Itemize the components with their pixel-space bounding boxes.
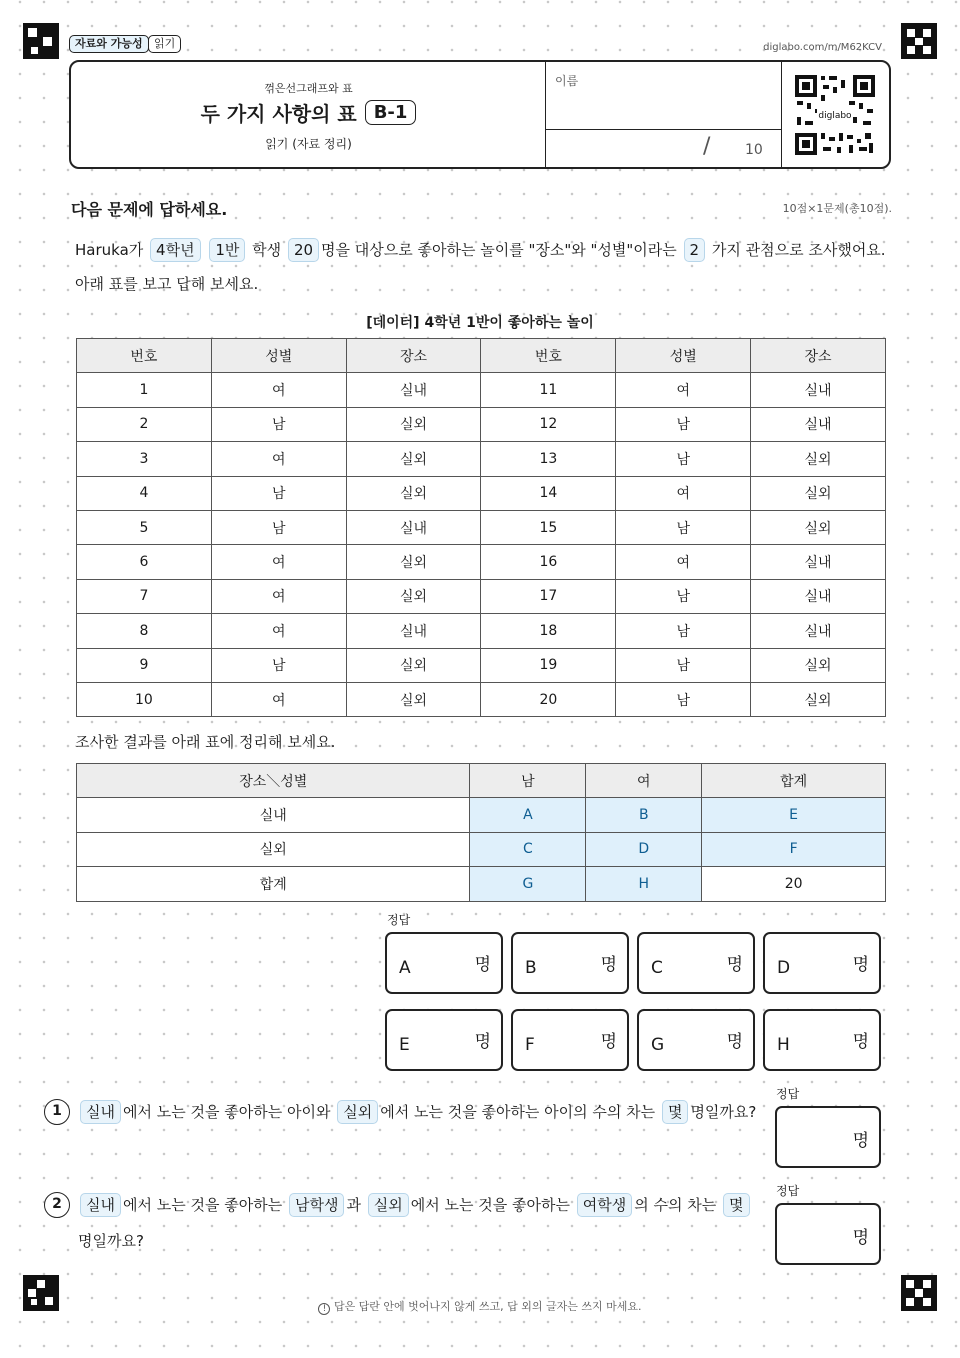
question-segment: 에서 노는 것을 좋아하는: [410, 1196, 570, 1214]
table-cell: 5: [77, 510, 212, 544]
answer-box-a[interactable]: [385, 932, 503, 994]
answer-label: 정답: [776, 1184, 800, 1198]
table-cell: 16: [481, 545, 616, 579]
answer-box-g[interactable]: [637, 1009, 755, 1071]
table-cell: 6: [77, 545, 212, 579]
table-cell: 남: [211, 407, 346, 441]
table-cell: 실내: [751, 545, 886, 579]
table-header-row: [77, 339, 886, 373]
answer-unit: 명: [852, 1131, 869, 1151]
info-icon: !: [318, 1303, 330, 1315]
answer-letter: B: [525, 958, 537, 978]
highlight-class: 1반: [209, 238, 245, 262]
data-table-caption: [데이터] 4학년 1반이 좋아하는 놀이: [366, 315, 594, 331]
table-cell: 합계: [77, 867, 470, 901]
table-cell: 여: [616, 373, 751, 407]
header-title-row: [71, 98, 546, 127]
table-header-cell: 여: [586, 764, 702, 798]
header-divider: [781, 62, 782, 167]
table-cell: 8: [77, 614, 212, 648]
header-divider: [545, 62, 546, 167]
highlight-word: 몇: [662, 1100, 689, 1124]
question-2-answer-box[interactable]: [775, 1203, 881, 1265]
table-cell: 여: [211, 614, 346, 648]
question-2: [44, 1187, 764, 1259]
table-cell: 여: [616, 545, 751, 579]
answer-letter: C: [651, 958, 663, 978]
blank-cell: D: [586, 832, 702, 866]
table-header-cell: 장소＼성별: [77, 764, 470, 798]
table-cell: 실외: [77, 832, 470, 866]
question-segment: 에서 노는 것을 좋아하는 아이와: [122, 1103, 331, 1121]
table-cell: 1: [77, 373, 212, 407]
blank-cell: F: [702, 832, 886, 866]
corner-marker-top-left: [23, 23, 59, 59]
table-cell: 여: [211, 682, 346, 716]
answer-letter: G: [651, 1035, 665, 1055]
table-header-cell: 합계: [702, 764, 886, 798]
highlight-word: 여학생: [577, 1193, 632, 1217]
table-cell: 여: [211, 373, 346, 407]
answer-letter: A: [399, 958, 411, 978]
summary-table: [76, 763, 886, 902]
table-cell: 7: [77, 579, 212, 613]
table-cell: 13: [481, 442, 616, 476]
table-cell: 남: [211, 476, 346, 510]
table-cell: 20: [702, 867, 886, 901]
table-row: [77, 476, 886, 510]
answer-unit: 명: [852, 1228, 869, 1248]
table-cell: 실외: [346, 579, 481, 613]
question-segment: 명일까요?: [78, 1232, 144, 1250]
table-cell: 실외: [751, 648, 886, 682]
header-subtitle-top: 꺾은선그래프와 표: [264, 82, 353, 95]
score-total: 10: [745, 142, 763, 158]
table-row: [77, 614, 886, 648]
answer-unit: 명: [852, 1032, 869, 1052]
blank-cell: B: [586, 798, 702, 832]
table-cell: 15: [481, 510, 616, 544]
answer-letter: F: [525, 1035, 535, 1055]
table-header-cell: 남: [470, 764, 586, 798]
table-cell: 18: [481, 614, 616, 648]
table-cell: 2: [77, 407, 212, 441]
table-cell: 남: [616, 614, 751, 648]
table-cell: 실외: [346, 407, 481, 441]
table-header-cell: 성별: [211, 339, 346, 373]
table-cell: 실외: [346, 682, 481, 716]
question-1: [44, 1094, 764, 1130]
table-cell: 남: [211, 648, 346, 682]
table-cell: 실내: [346, 510, 481, 544]
table-cell: 19: [481, 648, 616, 682]
answer-unit: 명: [474, 1032, 491, 1052]
blank-cell: G: [470, 867, 586, 901]
answer-unit: 명: [600, 1032, 617, 1052]
table-cell: 실외: [346, 442, 481, 476]
table-cell: 3: [77, 442, 212, 476]
section-title: 다음 문제에 답하세요.: [71, 200, 228, 219]
table-cell: 여: [616, 476, 751, 510]
footer-text: 답은 답란 안에 벗어나지 않게 쓰고, 답 외의 글자는 쓰지 마세요.: [333, 1300, 642, 1313]
table-row: [77, 442, 886, 476]
table-cell: 14: [481, 476, 616, 510]
blank-cell: E: [702, 798, 886, 832]
level-badge: B-1: [365, 100, 417, 125]
table-header-cell: 번호: [77, 339, 212, 373]
qr-code-icon[interactable]: [793, 73, 877, 157]
name-label: 이름: [555, 74, 579, 88]
answer-label: 정답: [387, 913, 411, 927]
highlight-grade: 4학년: [150, 238, 201, 262]
worksheet-header: [69, 60, 891, 169]
table-cell: 실외: [751, 682, 886, 716]
table-cell: 실외: [751, 476, 886, 510]
intro-text: Haruka가: [75, 241, 144, 259]
svg-text:diglabo: diglabo: [818, 111, 852, 121]
question-segment: 과: [346, 1196, 361, 1214]
question-text: [44, 1094, 764, 1130]
table-cell: 남: [616, 579, 751, 613]
table-cell: 9: [77, 648, 212, 682]
answer-unit: 명: [474, 955, 491, 975]
question-number: 1: [44, 1099, 70, 1125]
table-cell: 실외: [346, 648, 481, 682]
highlight-word: 실외: [368, 1193, 409, 1217]
answer-letter: D: [777, 958, 791, 978]
table-row: [77, 545, 886, 579]
answer-unit: 명: [726, 955, 743, 975]
answer-unit: 명: [726, 1032, 743, 1052]
table-cell: 남: [211, 510, 346, 544]
answer-box-f[interactable]: [511, 1009, 629, 1071]
table-header-cell: 장소: [346, 339, 481, 373]
intro-paragraph: [75, 233, 887, 301]
question-segment: 에서 노는 것을 좋아하는: [122, 1196, 283, 1214]
type-tag: 읽기: [148, 35, 181, 53]
points-info: 10점×1문제(총10점).: [782, 202, 892, 215]
intro-text: 명을 대상으로 좋아하는 놀이를 "장소"와 "성별"이라는: [321, 241, 677, 259]
table-cell: 남: [616, 682, 751, 716]
highlight-word: 실내: [80, 1193, 121, 1217]
category-tag: 자료와 가능성: [69, 35, 149, 53]
intro-text: 가지 관점으로 조사했어요. 아래 표를 보고 답해 보세요.: [75, 241, 886, 293]
answer-box-e[interactable]: [385, 1009, 503, 1071]
highlight-word: 실내: [80, 1100, 121, 1124]
table-cell: 남: [616, 442, 751, 476]
highlight-word: 실외: [337, 1100, 378, 1124]
table-cell: 실내: [751, 614, 886, 648]
table-cell: 남: [616, 648, 751, 682]
table-header-row: [77, 764, 886, 798]
table-row: [77, 510, 886, 544]
table-cell: 11: [481, 373, 616, 407]
table-header-cell: 번호: [481, 339, 616, 373]
table-row: [77, 832, 886, 866]
header-subtitle-bottom: 읽기 (자료 정리): [265, 137, 352, 151]
table-cell: 실내: [751, 373, 886, 407]
question-1-answer-box[interactable]: [775, 1106, 881, 1168]
answer-unit: 명: [600, 955, 617, 975]
table-cell: 실내: [346, 373, 481, 407]
question-segment: 의 수의 차는: [634, 1196, 717, 1214]
table-row: [77, 407, 886, 441]
answer-box-b[interactable]: [511, 932, 629, 994]
table-row: [77, 682, 886, 716]
highlight-count: 20: [288, 238, 319, 262]
data-table: [76, 338, 886, 717]
table-cell: 실외: [751, 510, 886, 544]
site-url[interactable]: diglabo.com/m/M62KCV: [763, 42, 882, 53]
blank-cell: C: [470, 832, 586, 866]
table-row: [77, 579, 886, 613]
table-row: [77, 373, 886, 407]
answer-unit: 명: [852, 955, 869, 975]
table-cell: 남: [616, 407, 751, 441]
corner-marker-top-right: [901, 23, 937, 59]
table-header-cell: 성별: [616, 339, 751, 373]
table-cell: 4: [77, 476, 212, 510]
intro-text: 학생: [252, 241, 282, 259]
question-text: [44, 1187, 764, 1259]
highlight-word: 몇: [723, 1193, 750, 1217]
table-cell: 여: [211, 442, 346, 476]
question-segment: 에서 노는 것을 좋아하는 아이의 수의 차는: [380, 1103, 656, 1121]
table-cell: 남: [616, 510, 751, 544]
answer-box-h[interactable]: [763, 1009, 881, 1071]
highlight-number: 2: [684, 238, 706, 262]
answer-letter: E: [399, 1035, 410, 1055]
table-cell: 실내: [751, 407, 886, 441]
question-number: 2: [44, 1192, 70, 1218]
header-divider: [545, 129, 781, 130]
answer-letter: H: [777, 1035, 790, 1055]
table-cell: 20: [481, 682, 616, 716]
table-row: [77, 798, 886, 832]
answer-box-c[interactable]: [637, 932, 755, 994]
table-cell: 17: [481, 579, 616, 613]
blank-cell: A: [470, 798, 586, 832]
answer-label: 정답: [776, 1087, 800, 1101]
table-cell: 실외: [346, 545, 481, 579]
answer-box-d[interactable]: [763, 932, 881, 994]
table-cell: 실외: [346, 476, 481, 510]
instruction-text: 조사한 결과를 아래 표에 정리해 보세요.: [75, 733, 336, 751]
page-title: 두 가지 사항의 표: [200, 102, 357, 126]
table-row: [77, 648, 886, 682]
table-row: [77, 867, 886, 901]
table-cell: 12: [481, 407, 616, 441]
table-cell: 여: [211, 545, 346, 579]
highlight-word: 남학생: [289, 1193, 344, 1217]
table-cell: 실외: [751, 442, 886, 476]
question-segment: 명일까요?: [690, 1103, 757, 1121]
table-header-cell: 장소: [751, 339, 886, 373]
table-cell: 실내: [751, 579, 886, 613]
table-cell: 10: [77, 682, 212, 716]
footer-note: [0, 1298, 960, 1315]
table-cell: 여: [211, 579, 346, 613]
table-cell: 실내: [346, 614, 481, 648]
score-slash: /: [703, 134, 711, 159]
table-cell: 실내: [77, 798, 470, 832]
blank-cell: H: [586, 867, 702, 901]
